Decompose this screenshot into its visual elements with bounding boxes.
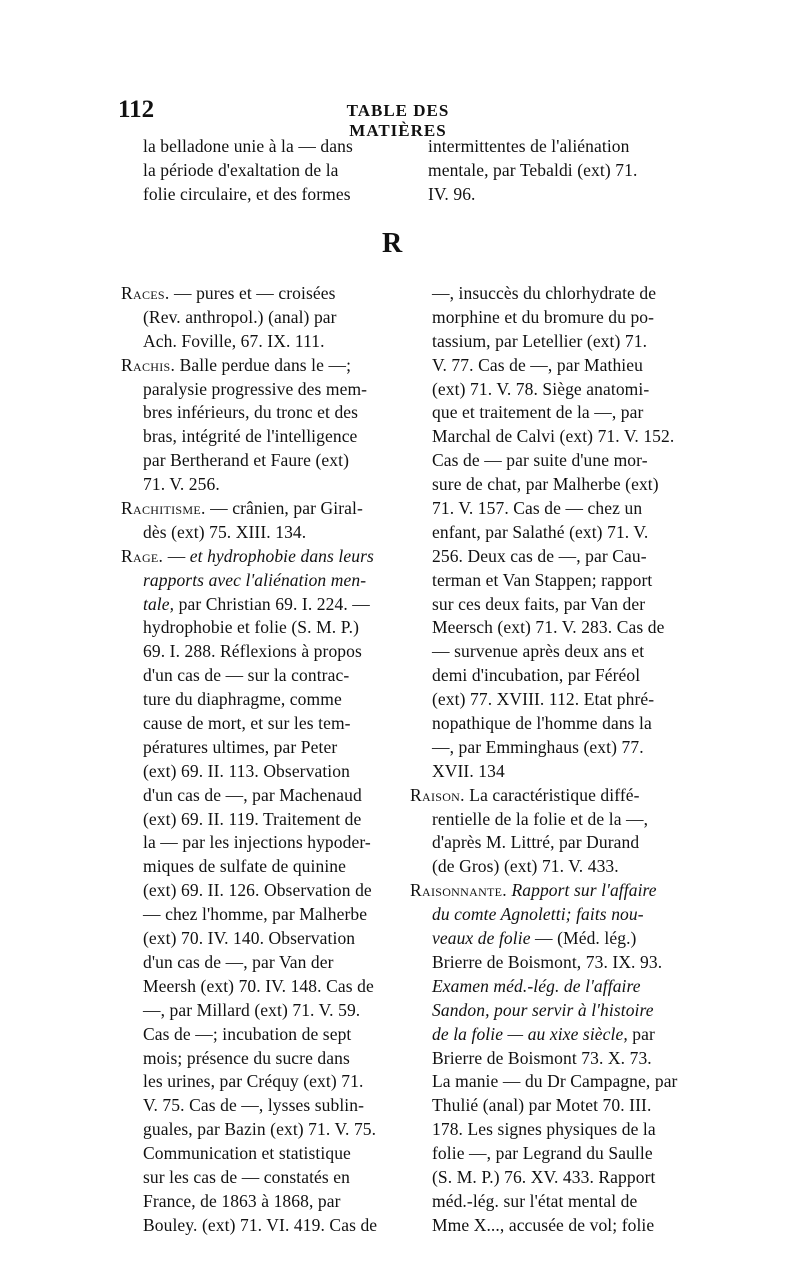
index-entry-head [121, 354, 391, 378]
line-text: Ach. Foville, 67. IX. 111. [143, 330, 325, 351]
index-line [121, 425, 391, 449]
index-line [410, 425, 680, 449]
line-text: pératures ultimes, par Peter [143, 736, 338, 757]
continued-line: mentale, par Tebaldi (ext) 71. [428, 159, 638, 180]
line-text: bras, intégrité de l'intelligence [143, 426, 358, 447]
line-text: La manie — du Dr Campagne, par [432, 1071, 678, 1092]
index-line [410, 497, 680, 521]
index-line [410, 1094, 680, 1118]
index-line [121, 1190, 391, 1214]
line-text: tassium, par Letellier (ext) 71. [432, 330, 648, 351]
line-text: — crânien, par Giral- [205, 498, 363, 519]
line-text: — [163, 545, 190, 566]
italic-title: Rapport sur l'affaire [506, 880, 657, 901]
line-text: folie —, par Legrand du Saulle [432, 1143, 653, 1164]
line-text: les urines, par Créquy (ext) 71. [143, 1071, 364, 1092]
index-line [410, 354, 680, 378]
line-text: Cas de — par suite d'une mor- [432, 450, 648, 471]
line-text: 71. V. 157. Cas de — chez un [432, 498, 643, 519]
line-text: (ext) 69. II. 113. Observation [143, 760, 350, 781]
index-line [410, 306, 680, 330]
index-line [410, 1142, 680, 1166]
italic-title: du comte Agnoletti; faits nou- [432, 904, 644, 925]
index-line [121, 1142, 391, 1166]
italic-title: et hydrophobie dans leurs [189, 545, 374, 566]
line-text: Bouley. (ext) 71. VI. 419. Cas de [143, 1214, 378, 1235]
line-text: La caractéristique diffé- [464, 784, 640, 805]
index-line [121, 1023, 391, 1047]
line-text: (S. M. P.) 76. XV. 433. Rapport [432, 1166, 656, 1187]
index-line [410, 736, 680, 760]
index-line [121, 1118, 391, 1142]
line-text: France, de 1863 à 1868, par [143, 1190, 341, 1211]
line-text: Thulié (anal) par Motet 70. III. [432, 1095, 652, 1116]
index-line [410, 616, 680, 640]
index-line [121, 378, 391, 402]
entry-term: Rachitisme. [121, 498, 206, 519]
line-text: Brierre de Boismont 73. X. 73. [432, 1047, 652, 1068]
index-line [121, 831, 391, 855]
index-entry-head [410, 784, 680, 808]
page-number: 112 [118, 96, 155, 123]
index-line [121, 951, 391, 975]
index-line [121, 449, 391, 473]
page-header [118, 96, 683, 140]
continued-line: IV. 96. [428, 183, 476, 204]
left-column [121, 282, 391, 1238]
index-line [410, 282, 680, 306]
index-line [121, 1047, 391, 1071]
line-text: Communication et statistique [143, 1143, 351, 1164]
index-line [121, 975, 391, 999]
line-text: —, insuccès du chlorhydrate de [432, 283, 657, 303]
line-text: Meersh (ext) 70. IV. 148. Cas de [143, 975, 374, 996]
line-text: miques de sulfate de quinine [143, 856, 347, 877]
index-line [410, 999, 680, 1023]
entry-term: Raisonnante. [410, 880, 507, 901]
index-line [121, 736, 391, 760]
index-line [410, 975, 680, 999]
line-text: d'après M. Littré, par Durand [432, 832, 640, 853]
line-text: (ext) 71. V. 78. Siège anatomi- [432, 378, 650, 399]
line-text: mois; présence du sucre dans [143, 1047, 350, 1068]
line-text: d'un cas de —, par Machenaud [143, 784, 362, 805]
index-line [410, 449, 680, 473]
index-line [121, 903, 391, 927]
index-line [121, 1070, 391, 1094]
line-text: Cas de —; incubation de sept [143, 1023, 352, 1044]
index-line [410, 1047, 680, 1071]
line-text: cause de mort, et sur les tem- [143, 713, 351, 734]
index-line [121, 688, 391, 712]
entry-term: Raison. [410, 784, 465, 805]
line-text: (ext) 70. IV. 140. Observation [143, 928, 356, 949]
line-text: hydrophobie et folie (S. M. P.) [143, 617, 359, 638]
right-column [410, 282, 680, 1238]
line-text: Balle perdue dans le —; [175, 354, 352, 375]
index-line [410, 855, 680, 879]
entry-term: Rachis. [121, 354, 176, 375]
line-text: (de Gros) (ext) 71. V. 433. [432, 856, 619, 877]
entry-term: Races. [121, 283, 170, 303]
index-line [121, 1214, 391, 1238]
index-line [121, 999, 391, 1023]
line-text: (ext) 77. XVIII. 112. Etat phré- [432, 689, 655, 710]
index-line [121, 1094, 391, 1118]
index-line [121, 616, 391, 640]
index-entry-head [410, 879, 680, 903]
line-text: terman et Van Stappen; rapport [432, 569, 653, 590]
continued-line: intermittentes de l'aliénation [428, 136, 630, 156]
index-entry-head [121, 545, 391, 569]
index-line [410, 1023, 680, 1047]
italic-title: de la folie — au xixe siècle, [432, 1023, 628, 1044]
line-text: Meersch (ext) 71. V. 283. Cas de [432, 617, 665, 638]
index-line [410, 521, 680, 545]
index-line [121, 664, 391, 688]
entry-term: Rage. [121, 545, 164, 566]
section-letter: R [382, 228, 403, 259]
index-line [410, 1070, 680, 1094]
line-text: guales, par Bazin (ext) 71. V. 75. [143, 1119, 377, 1140]
index-line [121, 640, 391, 664]
line-text: par [627, 1023, 655, 1044]
index-entry-head [121, 497, 391, 521]
right-column-continuation [428, 135, 698, 207]
line-text: (ext) 69. II. 126. Observation de [143, 880, 372, 901]
line-text: 69. I. 288. Réflexions à propos [143, 641, 362, 662]
line-text: morphine et du bromure du po- [432, 306, 655, 327]
line-text: — chez l'homme, par Malherbe [143, 904, 368, 925]
index-line [121, 521, 391, 545]
index-line [410, 951, 680, 975]
index-line [121, 760, 391, 784]
line-text: — pures et — croisées [169, 283, 336, 303]
index-line [121, 593, 391, 617]
line-text: (Rev. anthropol.) (anal) par [143, 306, 337, 327]
index-line [121, 879, 391, 903]
index-line [410, 401, 680, 425]
italic-title: Examen méd.-lég. de l'affaire [432, 975, 641, 996]
left-column-continuation [143, 135, 413, 207]
index-line [121, 401, 391, 425]
line-text: sure de chat, par Malherbe (ext) [432, 474, 659, 495]
index-line [121, 306, 391, 330]
line-text: méd.-lég. sur l'état mental de [432, 1190, 638, 1211]
index-line [410, 688, 680, 712]
line-text: Brierre de Boismont, 73. IX. 93. [432, 951, 663, 972]
line-text: V. 77. Cas de —, par Mathieu [432, 354, 643, 375]
line-text: Marchal de Calvi (ext) 71. V. 152. [432, 426, 675, 447]
index-line [410, 330, 680, 354]
line-text: par Christian 69. I. 224. — [174, 593, 370, 614]
index-line [121, 569, 391, 593]
line-text: — survenue après deux ans et [432, 641, 645, 662]
line-text: Mme X..., accusée de vol; folie [432, 1214, 655, 1235]
continued-line: la belladone unie à la — dans [143, 136, 353, 156]
index-entry-head [121, 282, 391, 306]
index-line [410, 1214, 680, 1238]
line-text: —, par Millard (ext) 71. V. 59. [143, 999, 361, 1020]
index-line [121, 1166, 391, 1190]
index-line [121, 784, 391, 808]
index-line [410, 808, 680, 832]
line-text: nopathique de l'homme dans la [432, 713, 652, 734]
index-line [121, 712, 391, 736]
line-text: sur ces deux faits, par Van der [432, 593, 646, 614]
line-text: (ext) 69. II. 119. Traitement de [143, 808, 362, 829]
line-text: 71. V. 256. [143, 474, 220, 495]
line-text: dès (ext) 75. XIII. 134. [143, 521, 307, 542]
line-text: enfant, par Salathé (ext) 71. V. [432, 521, 649, 542]
index-line [410, 903, 680, 927]
line-text: —, par Emminghaus (ext) 77. [432, 736, 644, 757]
index-line [410, 664, 680, 688]
line-text: sur les cas de — constatés en [143, 1166, 351, 1187]
line-text: ture du diaphragme, comme [143, 689, 342, 710]
index-line [410, 640, 680, 664]
line-text: demi d'incubation, par Féréol [432, 665, 641, 686]
italic-title: veaux de folie [432, 928, 531, 949]
line-text: — (Méd. lég.) [530, 928, 637, 949]
running-head: TABLE DES MATIÈRES [346, 101, 450, 140]
continued-line: folie circulaire, et des formes [143, 183, 351, 204]
index-line [410, 1190, 680, 1214]
index-line [410, 712, 680, 736]
index-line [410, 760, 680, 784]
index-line [410, 1118, 680, 1142]
line-text: la — par les injections hypoder- [143, 832, 371, 853]
line-text: 178. Les signes physiques de la [432, 1119, 656, 1140]
index-line [410, 545, 680, 569]
line-text: paralysie progressive des mem- [143, 378, 368, 399]
line-text: d'un cas de — sur la contrac- [143, 665, 350, 686]
index-line [410, 473, 680, 497]
index-line [121, 855, 391, 879]
index-line [410, 927, 680, 951]
italic-title: Sandon, pour servir à l'histoire [432, 999, 654, 1020]
italic-title: rapports avec l'aliénation men- [143, 569, 367, 590]
line-text: d'un cas de —, par Van der [143, 951, 334, 972]
line-text: 256. Deux cas de —, par Cau- [432, 545, 647, 566]
index-line [410, 569, 680, 593]
line-text: bres inférieurs, du tronc et des [143, 402, 359, 423]
line-text: par Bertherand et Faure (ext) [143, 450, 349, 471]
line-text: rentielle de la folie et de la —, [432, 808, 649, 829]
index-line [410, 831, 680, 855]
italic-title: tale, [143, 593, 175, 614]
index-line [410, 593, 680, 617]
line-text: V. 75. Cas de —, lysses sublin- [143, 1095, 365, 1116]
index-line [121, 808, 391, 832]
index-line [410, 1166, 680, 1190]
index-line [121, 330, 391, 354]
index-line [121, 927, 391, 951]
line-text: que et traitement de la —, par [432, 402, 644, 423]
index-line [121, 473, 391, 497]
continued-line: la période d'exaltation de la [143, 159, 339, 180]
line-text: XVII. 134 [432, 760, 505, 781]
index-line [410, 378, 680, 402]
